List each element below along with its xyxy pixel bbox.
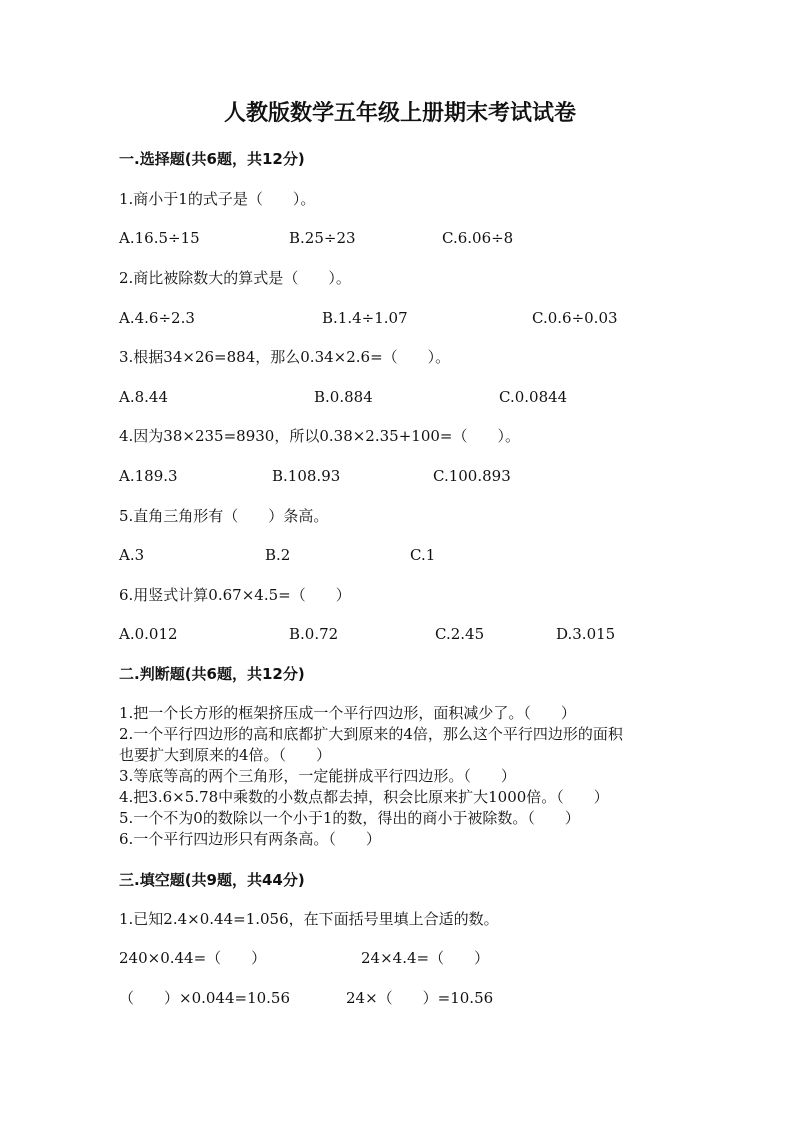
option-c: C.100.893: [433, 467, 511, 485]
judge-line: 6.一个平行四边形只有两条高。（ ）: [119, 830, 381, 848]
option-d: D.3.015: [556, 625, 616, 643]
option-a: A.8.44: [119, 388, 168, 406]
option-c: C.2.45: [435, 625, 485, 643]
option-b: B.2: [265, 546, 291, 564]
judge-line: 也要扩大到原来的4倍。（ ）: [119, 746, 332, 764]
option-b: B.0.72: [289, 625, 339, 643]
judge-line: 1.把一个长方形的框架挤压成一个平行四边形，面积减少了。（ ）: [119, 704, 576, 722]
option-b: B.1.4÷1.07: [322, 309, 408, 327]
section-heading-judge: 二.判断题(共6题，共12分): [119, 665, 305, 683]
question-text: 4.因为38×235=8930，所以0.38×2.35+100=（ ）。: [119, 427, 520, 445]
question-text: 3.根据34×26=884，那么0.34×2.6=（ ）。: [119, 348, 451, 366]
option-a: A.4.6÷2.3: [119, 309, 195, 327]
option-c: C.6.06÷8: [442, 229, 514, 247]
option-c: C.0.0844: [499, 388, 568, 406]
fill-item: 24×4.4=（ ）: [361, 949, 490, 967]
fill-item: （ ）×0.044=10.56: [119, 989, 291, 1007]
option-c: C.1: [410, 546, 436, 564]
page-title: 人教版数学五年级上册期末考试试卷: [223, 100, 576, 126]
section-heading-choice: 一.选择题(共6题，共12分): [119, 150, 305, 168]
question-text: 1.商小于1的式子是（ ）。: [119, 190, 316, 208]
option-a: A.0.012: [119, 625, 178, 643]
judge-line: 4.把3.6×5.78中乘数的小数点都去掉，积会比原来扩大1000倍。（ ）: [119, 788, 609, 806]
judge-line: 2.一个平行四边形的高和底都扩大到原来的4倍，那么这个平行四边形的面积: [119, 725, 623, 743]
option-c: C.0.6÷0.03: [532, 309, 618, 327]
option-a: A.189.3: [119, 467, 178, 485]
option-b: B.108.93: [272, 467, 341, 485]
section-heading-fill: 三.填空题(共9题，共44分): [119, 871, 305, 889]
judge-line: 5.一个不为0的数除以一个小于1的数，得出的商小于被除数。（ ）: [119, 809, 580, 827]
option-a: A.16.5÷15: [119, 229, 200, 247]
option-a: A.3: [119, 546, 145, 564]
option-b: B.0.884: [314, 388, 373, 406]
judge-line: 3.等底等高的两个三角形，一定能拼成平行四边形。（ ）: [119, 767, 516, 785]
question-text: 1.已知2.4×0.44=1.056，在下面括号里填上合适的数。: [119, 910, 499, 928]
fill-item: 24×（ ）=10.56: [346, 989, 494, 1007]
option-b: B.25÷23: [289, 229, 356, 247]
fill-item: 240×0.44=（ ）: [119, 949, 267, 967]
question-text: 6.用竖式计算0.67×4.5=（ ）: [119, 586, 351, 604]
question-text: 5.直角三角形有（ ）条高。: [119, 507, 329, 525]
question-text: 2.商比被除数大的算式是（ ）。: [119, 269, 351, 287]
